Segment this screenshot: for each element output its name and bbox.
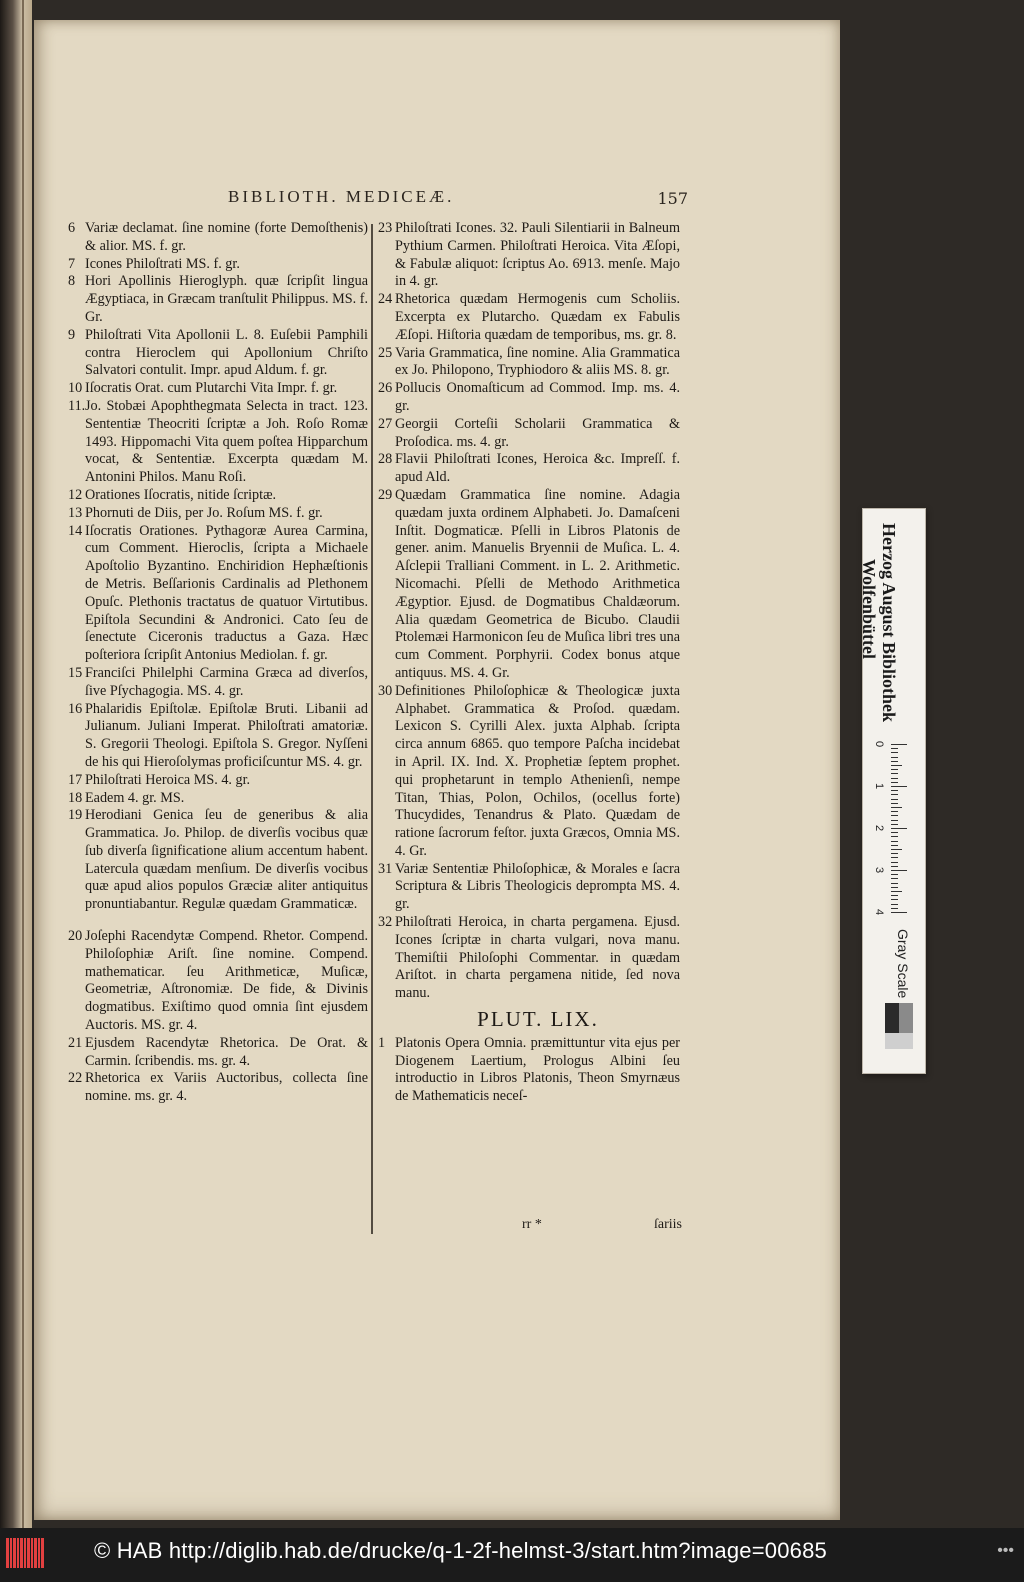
catalog-entry	[378, 683, 680, 861]
entry-text: Ejusdem Racendytæ Rhetorica. De Orat. & Carmin. ſcribendis. ms. gr. 4.	[85, 1034, 368, 1069]
catalog-entry	[68, 807, 368, 914]
entry-text: Phornuti de Diis, per Jo. Roſum MS. f. gr.	[85, 504, 323, 521]
catalog-entry	[68, 701, 368, 772]
entry-number: 11.	[68, 397, 86, 414]
entry-number: 13	[68, 504, 83, 521]
entry-text: Iſocratis Orationes. Pythagoræ Aurea Carmina, cum Comment. Hieroclis, ſcripta a Michaele Apoſtolio Byzantino. Enchiridion Hephæſtionis de Metris. Beſſarionis Cardinalis ad Plethonem Opuſc. Plethonis tractatus de quatuor Virtutibus. Epiſtola Secundini & Andronici. Cato ſeu de ſenectute Ciceronis traductus a Gaza. Hæc poſteriora ſcripſit Antonius Mediolan. f. gr.	[85, 522, 368, 664]
ruler-tick	[891, 832, 898, 833]
catalog-entry	[68, 327, 368, 380]
swatch-light	[885, 1033, 913, 1049]
entry-text: Quædam Grammatica ſine nomine. Adagia quædam juxta ordinem Alphabeti. Jo. Damaſceni Inſtit. Dogmaticæ. Pſelli in Libros Platonis de gener. anim. Manuelis Bryennii de Muſica. L. 4. Aſclepii Tralliani Comment. in L. 2. Arithmetic. Nicomachi. Pſelli de Methodo Arithmetica Ægyptior. Ejusd. de Dogmatibus Chaldæorum. Alia quædam Geometrica de Bicubo. Claudii Ptolemæi Harmonicon ſeu de Muſica libri tres una cum Comment. Porphyrii. Codex bonus atque antiquus. MS. 4. Gr.	[395, 486, 680, 681]
right-column	[378, 220, 680, 1106]
ruler-tick	[891, 790, 898, 791]
catalog-entry	[68, 256, 368, 274]
ruler-tick	[891, 904, 898, 905]
entry-number: 14	[68, 522, 83, 539]
ruler-tick	[891, 807, 902, 808]
catalog-entry	[68, 220, 368, 256]
ruler-tick	[891, 870, 907, 871]
ruler-number: 1	[873, 782, 886, 790]
running-title: BIBLIOTH. MEDICEÆ.	[228, 187, 455, 206]
ruler-tick	[891, 853, 898, 854]
footer-url-text[interactable]: © HAB http://diglib.hab.de/drucke/q-1-2f-helmst-3/start.htm?image=00685	[94, 1538, 827, 1563]
ruler-tick	[891, 828, 907, 829]
ruler-tick	[891, 878, 898, 879]
entry-number: 21	[68, 1034, 83, 1051]
logo-bar	[34, 1538, 37, 1568]
swatch-mid	[899, 1003, 913, 1033]
catalog-entry	[378, 914, 680, 1003]
viewer-footer	[0, 1528, 1024, 1582]
catalog-entry	[68, 273, 368, 326]
entry-text: Herodiani Genica ſeu de generibus & alia Grammatica. Jo. Philop. de diverſis vocibus quæ ſub diverſa ſignificatione alium accentum habent. Latercula quædam menſium. De diverſis vocibus quæ apud alios populos Græciæ aliter antiquitus pronuntiabantur. Regulæ quædam Grammaticæ.	[85, 807, 368, 913]
ruler-number: 0	[873, 740, 886, 748]
ruler-tick	[891, 752, 898, 753]
signature-mark: rr *	[522, 1217, 542, 1232]
catalog-entry	[68, 790, 368, 808]
entry-number: 31	[378, 860, 393, 877]
entry-text: Orationes Iſocratis, nitide ſcriptæ.	[85, 486, 277, 503]
hab-logo-icon	[6, 1538, 46, 1568]
entry-text: Iſocratis Orat. cum Plutarchi Vita Impr. f. gr.	[85, 380, 338, 397]
logo-bar	[10, 1538, 12, 1568]
entry-number: 22	[68, 1070, 83, 1087]
ruler-tick	[891, 908, 898, 909]
entry-text: Varia Grammatica, ſine nomine. Alia Grammatica ex Jo. Philopono, Tryphiodoro & aliis MS. 8. gr.	[395, 344, 680, 379]
ruler-tick	[891, 811, 898, 812]
institution-name: Herzog August Bibliothek	[879, 523, 899, 723]
entry-text: Georgii Corteſii Scholarii Grammatica & Proſodica. ms. 4. gr.	[395, 415, 680, 450]
book-left-edge	[0, 0, 32, 1528]
ruler-tick	[891, 803, 898, 804]
catalog-entry	[378, 345, 680, 381]
logo-bar	[13, 1538, 16, 1568]
entry-text: Flavii Philoſtrati Icones, Heroica &c. Impreſſ. f. apud Ald.	[395, 451, 680, 486]
entry-number: 32	[378, 914, 393, 931]
ruler-tick	[891, 748, 898, 749]
catalog-entry	[68, 665, 368, 701]
entry-text: Phalaridis Epiſtolæ. Epiſtolæ Bruti. Libanii ad Julianum. Juliani Imperat. Philoſtrati amatoriæ. S. Gregorii Theologi. Epiſtola S. Gregor. Nyſſeni de his qui Hieroſolymas proficiſcuntur MS. 4. gr.	[85, 700, 368, 770]
catalog-entry	[378, 487, 680, 683]
entry-text: Jo. Stobæi Apophthegmata Selecta in tract. 123. Sententiæ Theocriti ſcriptæ a Joh. Roſo Romæ 1493. Hippomachi Vita quem poſtea Hipparchum vocat, & Sententiæ. Excerpta quædam M. Antonini Philos. Manu Roſi.	[85, 397, 368, 486]
color-scale-card	[859, 508, 926, 1074]
logo-bar	[20, 1538, 23, 1568]
catalog-entry	[68, 523, 368, 665]
entry-text: Hori Apollinis Hieroglyph. quæ ſcripſit lingua Ægyptiaca, in Græcam tranſtulit Philippus. MS. f. Gr.	[85, 273, 368, 325]
left-column	[68, 220, 368, 1106]
entry-number: 6	[68, 220, 76, 236]
catalog-entry	[378, 220, 680, 291]
catalog-entry	[68, 398, 368, 487]
catalog-entry	[68, 505, 368, 523]
ruler-tick	[891, 778, 898, 779]
ruler-tick	[891, 782, 898, 783]
city-name: Wolfenbüttel	[859, 559, 879, 660]
entry-number: 10	[68, 380, 83, 397]
catalog-entry	[68, 928, 368, 1035]
entry-text: Definitiones Philoſophicæ & Theologicæ juxta Alphabet. Grammatica & Proſod. quædam. Lexicon S. Cyrilli Alex. juxta Alphab. ſcripta circa annum 6865. quo tempore Paſcha incidebat in April. IX. Ind. X. Prophetiæ ſeptem prophet. qui prophetarunt in templo Athenienſi, nempe Titan, Thias, Polon, Ochilos, (ocellus forte) Thucydides, Tenandrus & Plato. Quædam de ratione ſacrorum feſtor. juxta Græcos, Omnia MS. 4. Gr.	[395, 682, 680, 859]
ruler-tick	[891, 845, 898, 846]
entry-number: 29	[378, 486, 393, 503]
ruler-tick	[891, 765, 902, 766]
logo-bar	[41, 1538, 44, 1568]
logo-bar	[31, 1538, 33, 1568]
ruler-tick	[891, 769, 898, 770]
ruler-tick	[891, 820, 898, 821]
entry-text: Philoſtrati Heroica MS. 4. gr.	[85, 771, 251, 788]
entry-text: Icones Philoſtrati MS. f. gr.	[85, 255, 240, 272]
ruler-tick	[891, 857, 898, 858]
entry-text: Eadem 4. gr. MS.	[85, 789, 185, 806]
ruler-tick	[891, 891, 902, 892]
entry-number: 27	[378, 415, 393, 432]
ruler-tick	[891, 849, 902, 850]
entry-number: 24	[378, 291, 393, 308]
ruler-number: 4	[873, 908, 886, 916]
ruler-tick	[891, 866, 898, 867]
ruler-tick	[891, 799, 898, 800]
entry-text: Philoſtrati Icones. 32. Pauli Silentiarii in Balneum Pythium Carmen. Philoſtrati Heroica. Vita Æſopi, & Fabulæ aliquot: ſcriptus Ao. 6913. menſe. Majo in 4. gr.	[395, 220, 680, 290]
catalog-entry	[68, 772, 368, 790]
entry-number: 28	[378, 451, 393, 468]
entry-text: Rhetorica quædam Hermogenis cum Scholiis. Excerpta ex Plutarcho. Quædam ex Fabulis Æſopi. Hiſtoria quædam de temporibus, ms. gr. 8.	[395, 291, 680, 343]
ruler-tick	[891, 899, 898, 900]
entry-number: 1	[378, 1034, 386, 1051]
ruler-tick	[891, 912, 907, 913]
catalog-entry	[378, 416, 680, 452]
logo-bar	[27, 1538, 30, 1568]
ruler-tick	[891, 862, 898, 863]
entry-number: 7	[68, 255, 76, 272]
measure-ruler	[873, 740, 913, 934]
logo-bar	[24, 1538, 26, 1568]
ruler-tick	[891, 874, 898, 875]
ruler-tick	[891, 836, 898, 837]
ruler-number: 2	[873, 824, 886, 832]
ruler-tick	[891, 744, 907, 745]
ruler-tick	[891, 887, 898, 888]
ruler-tick	[891, 895, 898, 896]
entry-text: Platonis Opera Omnia. præmittuntur vita ejus per Diogenem Laertium, Prologus Albini ſeu introductio in Libros Platonis, Theon Smyrnæus de Mathematicis neceſ-	[395, 1034, 680, 1105]
entry-number: 26	[378, 380, 393, 397]
logo-bar	[17, 1538, 19, 1568]
ruler-tick	[891, 761, 898, 762]
ruler-tick	[891, 786, 907, 787]
catalog-entry	[68, 487, 368, 505]
entry-text: Variæ Sententiæ Philoſophicæ, & Morales e ſacra Scriptura & Libris Theologicis deprompta MS. 4. gr.	[395, 860, 680, 913]
section-heading: PLUT. LIX.	[477, 1007, 599, 1032]
section-entry	[378, 1035, 680, 1106]
swatch-dark	[885, 1003, 899, 1033]
catalog-entry	[68, 1070, 368, 1106]
entry-text: Pollucis Onomaſticum ad Commod. Imp. ms. 4. gr.	[395, 380, 680, 414]
ruler-tick	[891, 815, 898, 816]
ruler-tick	[891, 794, 898, 795]
catalog-entry	[68, 380, 368, 398]
entry-text: Variæ declamat. ſine nomine (forte Demoſthenis) & alior. MS. f. gr.	[85, 220, 368, 254]
catalog-entry	[68, 1035, 368, 1071]
page-header	[228, 187, 688, 207]
catalog-entry	[378, 861, 680, 914]
ruler-tick	[891, 757, 898, 758]
page-number: 157	[657, 189, 688, 208]
column-divider	[371, 224, 373, 1234]
entry-number: 17	[68, 771, 83, 788]
entry-number: 19	[68, 807, 83, 824]
entry-text: Philoſtrati Vita Apollonii L. 8. Euſebii Pamphili contra Hieroclem qui Apollonium Chriſto Salvatori contulit. Impr. apud Aldum. f. gr.	[85, 326, 368, 379]
entry-number: 30	[378, 682, 393, 699]
ruler-tick	[891, 841, 898, 842]
entry-text: Rhetorica ex Variis Auctoribus, collecta ſine nomine. ms. gr. 4.	[85, 1070, 368, 1105]
catchword: ſariis	[654, 1217, 682, 1232]
ruler-number: 3	[873, 866, 886, 874]
entry-text: Franciſci Philelphi Carmina Græca ad diverſos, ſive Pſychagogia. MS. 4. gr.	[85, 664, 368, 699]
entry-number: 9	[68, 326, 76, 343]
entry-number: 8	[68, 273, 76, 290]
logo-bar	[38, 1538, 40, 1568]
ruler-tick	[891, 773, 898, 774]
entry-number: 16	[68, 700, 83, 717]
catalog-entry	[378, 291, 680, 344]
entry-text: Philoſtrati Heroica, in charta pergamena. Ejusd. Icones ſcriptæ in charta vulgari, nova manu. Themiſtii Philoſophi Commentar. in quædam Ariſtot. in charta pergamena nitide, ſed nova manu.	[395, 914, 680, 1002]
scale-institution	[859, 523, 899, 722]
menu-dots-icon[interactable]: •••	[997, 1542, 1014, 1559]
catalog-entry	[378, 380, 680, 416]
entry-number: 20	[68, 928, 83, 945]
entry-number: 15	[68, 664, 83, 681]
logo-bar	[6, 1538, 9, 1568]
entry-number: 25	[378, 344, 393, 361]
gray-scale-label: Gray Scale	[895, 929, 911, 999]
entry-number: 18	[68, 789, 83, 806]
entry-number: 23	[378, 220, 393, 236]
entry-text: Joſephi Racendytæ Compend. Rhetor. Compend. Philoſophiæ Ariſt. ſine nomine. Compend. mathematicar. ſeu Arithmeticæ, Muſicæ, Geometriæ, Aſtronomiæ. De fide, & Divinis dogmatibus. Exiſtimo quod omnia ſint ejusdem Auctoris. MS. gr. 4.	[85, 928, 368, 1034]
ruler-tick	[891, 824, 898, 825]
spine-line	[22, 0, 24, 1528]
entry-number: 12	[68, 486, 83, 503]
catalog-entry	[378, 451, 680, 487]
ruler-tick	[891, 883, 898, 884]
